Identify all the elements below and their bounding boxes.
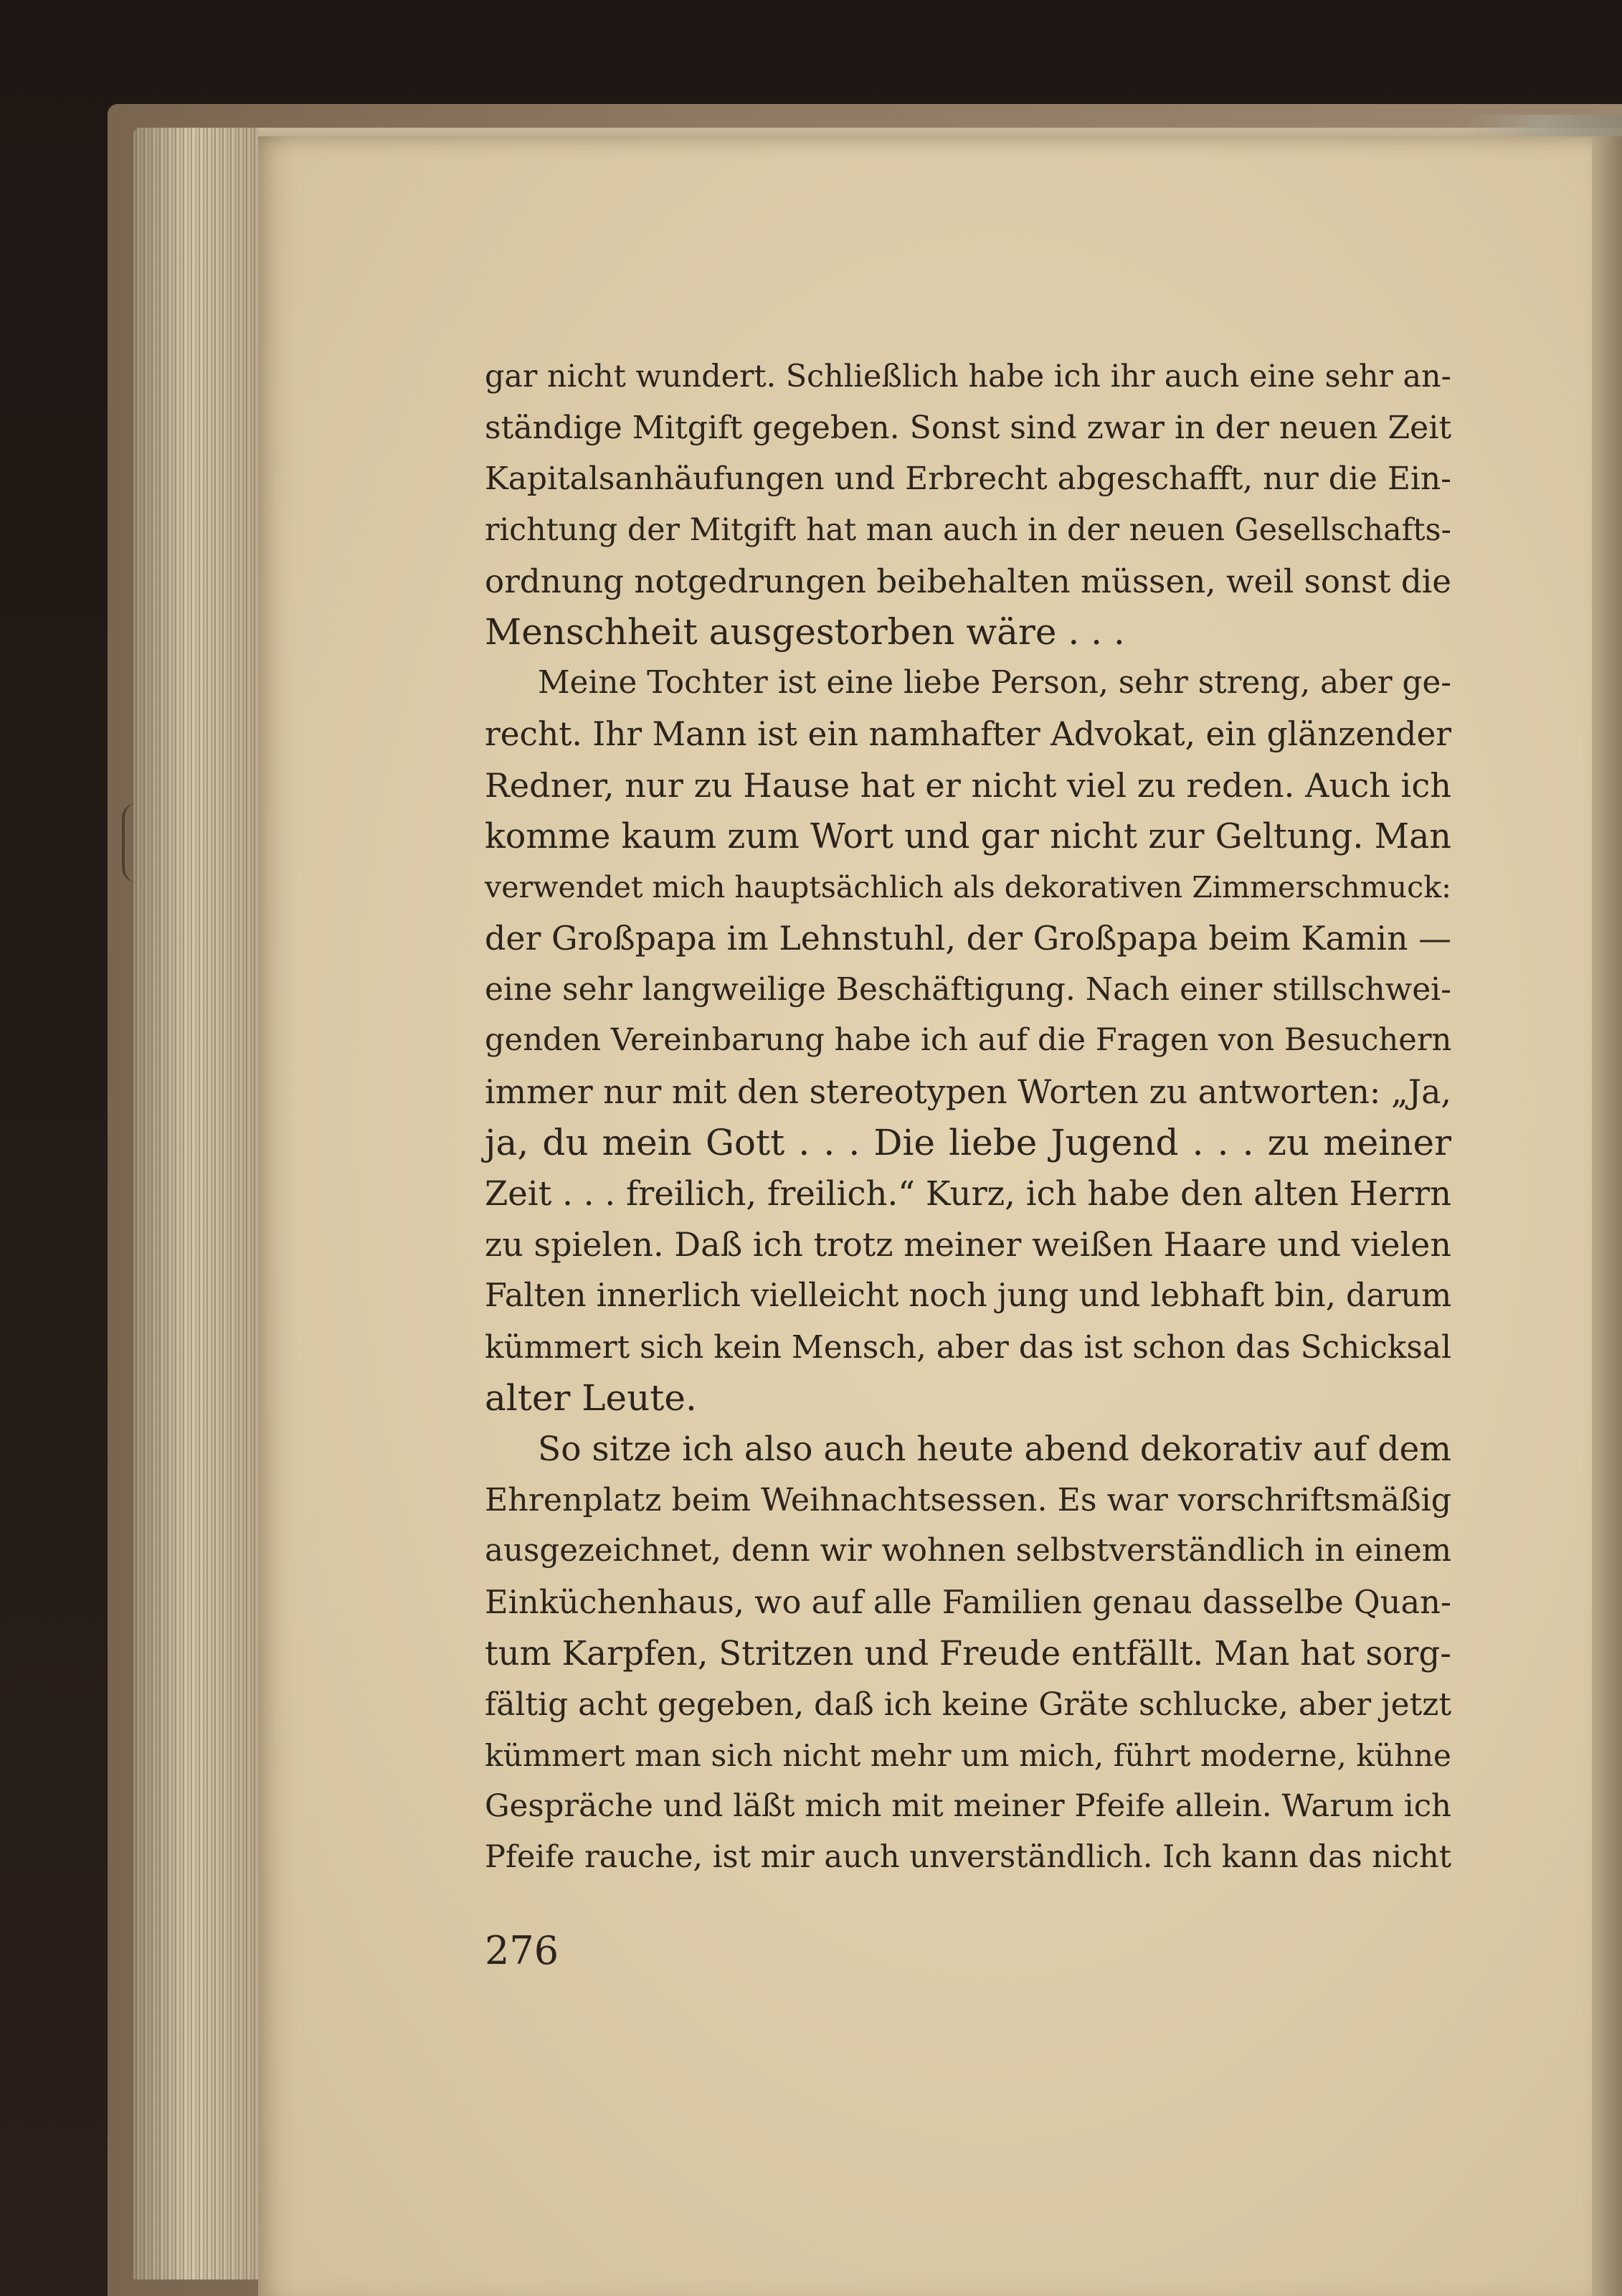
text-line: So sitze ich also auch heute abend dekorativ auf dem [538, 1429, 1451, 1469]
text-line: tum Karpfen, Stritzen und Freude entfällt. Man hat sorg- [485, 1633, 1451, 1673]
text-line: kümmert man sich nicht mehr um mich, führt moderne, kühne [485, 1738, 1451, 1774]
text-line: ordnung notgedrungen beibehalten müssen, weil sonst die [485, 562, 1451, 600]
text-line: immer nur mit den stereotypen Worten zu antworten: „Ja, [485, 1072, 1451, 1111]
text-line: Menschheit ausgestorben wäre . . . [485, 610, 1125, 653]
text-line: ausgezeichnet, denn wir wohnen selbstverständlich in einem [485, 1533, 1451, 1569]
text-line: ständige Mitgift gegeben. Sonst sind zwar in der neuen Zeit [485, 410, 1452, 447]
text-line: gar nicht wundert. Schließlich habe ich ihr auch eine sehr an- [485, 359, 1451, 395]
text-line: kümmert sich kein Mensch, aber das ist schon das Schicksal [485, 1328, 1451, 1366]
text-line: Pfeife rauche, ist mir auch unverständlich. Ich kann das nicht [485, 1839, 1451, 1876]
page-text-block [485, 351, 1451, 1884]
text-line: Kapitalsanhäufungen und Erbrecht abgeschafft, nur die Ein- [485, 460, 1451, 498]
text-line: der Großpapa im Lehnstuhl, der Großpapa beim Kamin — [485, 919, 1451, 958]
text-line: Einküchenhaus, wo auf alle Familien genau dasselbe Quan- [485, 1583, 1451, 1621]
text-line: zu spielen. Daß ich trotz meiner weißen Haare und vielen [485, 1225, 1451, 1265]
text-line: Ehrenplatz beim Weihnachtsessen. Es war vorschriftsmäßig [485, 1482, 1452, 1519]
text-line: richtung der Mitgift hat man auch in der neuen Gesellschafts- [485, 511, 1451, 548]
page-number: 276 [485, 1928, 559, 1973]
text-line: recht. Ihr Mann ist ein namhafter Advokat, ein glänzender [485, 715, 1451, 754]
binding-thread-mark [122, 803, 142, 882]
text-line: ja, du mein Gott . . . Die liebe Jugend . . . zu meiner [485, 1121, 1451, 1163]
text-line: Meine Tochter ist eine liebe Person, sehr streng, aber ge- [538, 665, 1451, 701]
text-line: genden Vereinbarung habe ich auf die Fragen von Besuchern [485, 1022, 1452, 1059]
page-stack-shadow [133, 128, 277, 2280]
text-line: Gespräche und läßt mich mit meiner Pfeife allein. Warum ich [485, 1788, 1451, 1825]
text-line: Falten innerlich vielleicht noch jung und lebhaft bin, darum [485, 1277, 1452, 1315]
text-line: verwendet mich hauptsächlich als dekorativen Zimmerschmuck: [485, 869, 1451, 904]
text-line: alter Leute. [485, 1376, 697, 1419]
text-line: Zeit . . . freilich, freilich.“ Kurz, ich habe den alten Herrn [485, 1174, 1451, 1213]
text-line: eine sehr langweilige Beschäftigung. Nach einer stillschwei- [485, 971, 1451, 1008]
text-line: Redner, nur zu Hause hat er nicht viel zu reden. Auch ich [485, 765, 1451, 805]
text-line: komme kaum zum Wort und gar nicht zur Geltung. Man [485, 816, 1451, 856]
facing-page-edge [1592, 136, 1622, 2296]
text-line: fältig acht gegeben, daß ich keine Gräte schlucke, aber jetzt [485, 1686, 1451, 1723]
